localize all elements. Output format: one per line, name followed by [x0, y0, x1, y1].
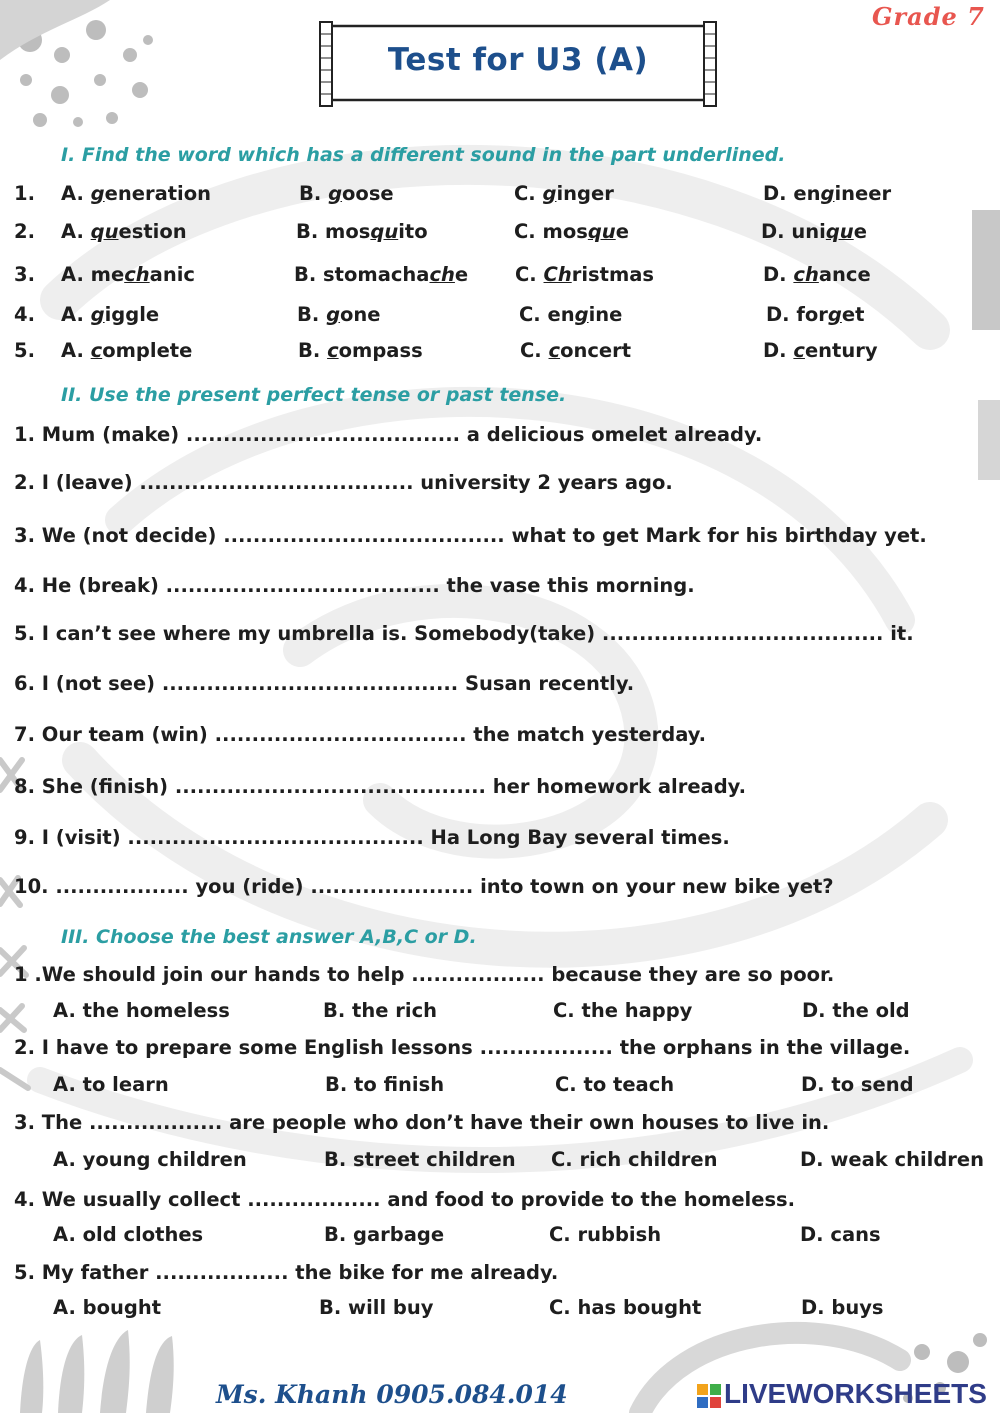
underlined-part: g — [574, 303, 589, 326]
option-suffix: ito — [398, 220, 428, 243]
answer-option: C. rubbish — [549, 1223, 662, 1246]
answer-option — [294, 263, 468, 286]
answer-option: A. bought — [53, 1296, 162, 1319]
option-suffix: ance — [818, 263, 871, 286]
option-prefix: A. — [61, 220, 91, 243]
underlined-part: c — [793, 339, 805, 362]
tense-exercise-line: 2. I (leave) ..................................... university 2 years ago. — [14, 471, 673, 494]
option-prefix: B. — [298, 339, 328, 362]
option-suffix: ompass — [338, 339, 423, 362]
grade-label: Grade 7 — [872, 2, 985, 31]
underlined-part: g — [820, 182, 835, 205]
page-title: Test for U3 (A) — [387, 42, 649, 78]
option-prefix: A. — [61, 303, 91, 326]
answer-option: B. the rich — [323, 999, 438, 1022]
answer-option: A. to learn — [53, 1073, 169, 1096]
tense-exercise-line: 6. I (not see) ........................................ Susan recently. — [14, 672, 635, 695]
option-suffix: omplete — [102, 339, 193, 362]
underlined-part: g — [90, 303, 105, 326]
option-prefix: D. en — [763, 182, 821, 205]
underlined-part: qu — [587, 220, 616, 243]
option-prefix: A. — [61, 182, 91, 205]
underlined-part: c — [90, 339, 103, 362]
answer-option: A. old clothes — [53, 1223, 204, 1246]
underlined-part: Ch — [543, 263, 572, 286]
answer-option: C. to teach — [555, 1073, 675, 1096]
tense-exercise-line: 4. He (break) ..................................... the vase this morning. — [14, 574, 695, 597]
answer-option: B. garbage — [324, 1223, 445, 1246]
multiple-choice-question: 4. We usually collect .................. and food to provide to the homeless. — [14, 1188, 796, 1211]
section-3-heading: III. Choose the best answer A,B,C or D. — [61, 926, 477, 948]
option-suffix: oncert — [560, 339, 632, 362]
option-prefix: D. for — [766, 303, 828, 326]
underlined-part: qu — [370, 220, 399, 243]
answer-option: D. buys — [801, 1296, 884, 1319]
answer-option — [763, 182, 891, 205]
tense-exercise-line: 3. We (not decide) ...................................... what to get Mark for his birthday yet. — [14, 524, 927, 547]
tense-exercise-line: 5. I can’t see where my umbrella is. Somebody(take) ...................................... it. — [14, 622, 914, 645]
tense-exercise-line: 1. Mum (make) ..................................... a delicious omelet already. — [14, 423, 763, 446]
answer-option: D. to send — [801, 1073, 914, 1096]
answer-options-row — [0, 1223, 1000, 1253]
answer-option — [61, 220, 187, 243]
option-suffix: e — [454, 263, 469, 286]
underlined-part: g — [827, 303, 842, 326]
answer-option: D. weak children — [800, 1148, 985, 1171]
underlined-part: qu — [90, 220, 119, 243]
answer-option — [298, 339, 423, 362]
question-number: 4. — [14, 303, 35, 326]
answer-option — [763, 339, 878, 362]
answer-option — [297, 303, 381, 326]
title-banner — [318, 16, 718, 110]
option-prefix: B. — [297, 303, 327, 326]
answer-option — [763, 263, 871, 286]
underlined-part: ch — [124, 263, 150, 286]
option-suffix: one — [340, 303, 381, 326]
section-2-heading: II. Use the present perfect tense or past tense. — [61, 384, 567, 406]
answer-options-row — [0, 1073, 1000, 1103]
multiple-choice-question: 3. The .................. are people who don’t have their own houses to live in. — [14, 1111, 830, 1134]
liveworksheets-logo-icon — [697, 1384, 721, 1408]
answer-options-row — [0, 1296, 1000, 1326]
underlined-part: g — [542, 182, 557, 205]
option-suffix: e — [615, 220, 629, 243]
underlined-part: ch — [793, 263, 819, 286]
underlined-part: c — [327, 339, 339, 362]
answer-option — [514, 182, 614, 205]
option-suffix: ristmas — [571, 263, 655, 286]
tense-exercise-line: 10. .................. you (ride) ...................... into town on your new bike yet? — [14, 875, 834, 898]
underlined-part: ch — [429, 263, 455, 286]
answer-option — [61, 182, 211, 205]
option-suffix: oose — [342, 182, 394, 205]
option-prefix: B. mos — [296, 220, 371, 243]
answer-option — [514, 220, 629, 243]
question-number: 3. — [14, 263, 35, 286]
option-suffix: eneration — [104, 182, 212, 205]
answer-option: D. cans — [800, 1223, 881, 1246]
author-contact: Ms. Khanh 0905.084.014 — [216, 1380, 568, 1409]
option-prefix: C. mos — [514, 220, 588, 243]
answer-option — [61, 303, 159, 326]
answer-options-row — [0, 999, 1000, 1029]
answer-option — [61, 263, 195, 286]
answer-option — [766, 303, 864, 326]
answer-option: C. has bought — [549, 1296, 702, 1319]
answer-option: A. the homeless — [53, 999, 230, 1022]
option-suffix: inger — [556, 182, 614, 205]
underlined-part: g — [326, 303, 341, 326]
option-prefix: D. — [763, 339, 794, 362]
answer-option — [519, 303, 622, 326]
answer-option: C. the happy — [553, 999, 693, 1022]
question-number: 2. — [14, 220, 35, 243]
option-prefix: A. me — [61, 263, 125, 286]
answer-option: A. young children — [53, 1148, 247, 1171]
pronunciation-question — [0, 339, 1000, 369]
option-suffix: iggle — [104, 303, 160, 326]
answer-option: B. street children — [324, 1148, 516, 1171]
liveworksheets-brand: LIVEWORKSHEETS — [724, 1378, 987, 1409]
tense-exercise-line: 9. I (visit) ........................................ Ha Long Bay several times. — [14, 826, 730, 849]
answer-option — [61, 339, 192, 362]
pronunciation-question — [0, 220, 1000, 250]
multiple-choice-question: 2. I have to prepare some English lessons .................. the orphans in the village. — [14, 1036, 911, 1059]
option-prefix: D. — [763, 263, 794, 286]
question-number: 1. — [14, 182, 35, 205]
underlined-part: g — [90, 182, 105, 205]
answer-option — [299, 182, 394, 205]
answer-option: D. the old — [802, 999, 910, 1022]
option-suffix: et — [841, 303, 865, 326]
answer-option — [520, 339, 631, 362]
pronunciation-question — [0, 182, 1000, 212]
answer-option — [296, 220, 428, 243]
option-prefix: B. — [299, 182, 329, 205]
pronunciation-question — [0, 303, 1000, 333]
option-suffix: entury — [804, 339, 878, 362]
question-number: 5. — [14, 339, 35, 362]
multiple-choice-question: 1 .We should join our hands to help .................. because they are so poor. — [14, 963, 835, 986]
underlined-part: qu — [825, 220, 854, 243]
pronunciation-question — [0, 263, 1000, 293]
answer-option: B. to finish — [325, 1073, 445, 1096]
answer-option — [761, 220, 867, 243]
answer-options-row — [0, 1148, 1000, 1178]
multiple-choice-question: 5. My father .................. the bike for me already. — [14, 1261, 559, 1284]
option-prefix: D. uni — [761, 220, 826, 243]
tense-exercise-line: 8. She (finish) .......................................... her homework already. — [14, 775, 746, 798]
tense-exercise-line: 7. Our team (win) .................................. the match yesterday. — [14, 723, 707, 746]
option-prefix: C. — [515, 263, 544, 286]
option-prefix: B. stomacha — [294, 263, 430, 286]
option-suffix: ine — [588, 303, 623, 326]
option-suffix: e — [853, 220, 867, 243]
option-prefix: C. — [520, 339, 549, 362]
section-1-heading: I. Find the word which has a different sound in the part underlined. — [61, 144, 786, 166]
underlined-part: c — [548, 339, 561, 362]
option-suffix: ineer — [834, 182, 892, 205]
underlined-part: g — [328, 182, 343, 205]
option-prefix: C. — [514, 182, 543, 205]
option-prefix: C. en — [519, 303, 575, 326]
answer-option: C. rich children — [551, 1148, 718, 1171]
option-suffix: anic — [149, 263, 195, 286]
option-prefix: A. — [61, 339, 91, 362]
answer-option — [515, 263, 654, 286]
answer-option: B. will buy — [319, 1296, 434, 1319]
option-suffix: estion — [118, 220, 187, 243]
